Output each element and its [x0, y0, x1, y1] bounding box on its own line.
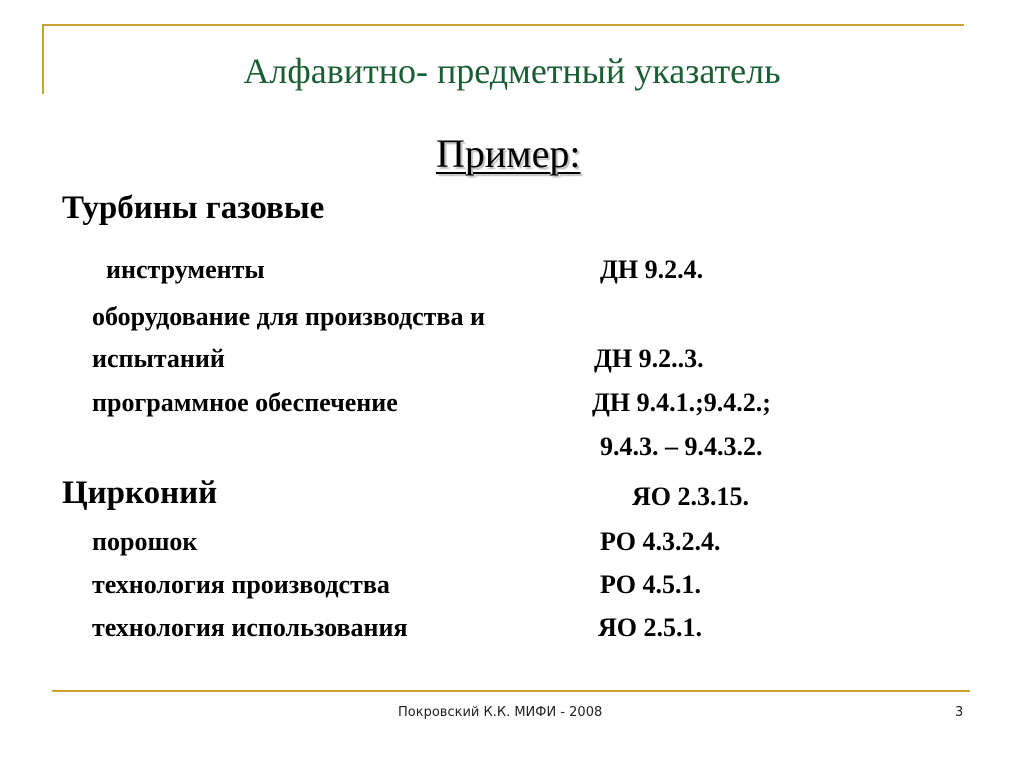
example-heading: Пример: — [436, 131, 581, 176]
subentry-label: порошок — [92, 527, 198, 556]
index-term-turbines: Турбины газовые — [62, 190, 325, 226]
subentry-label: инструменты — [106, 255, 265, 284]
slide-title: Алфавитно- предметный указатель — [243, 51, 781, 91]
subentry-ref: ДН 9.4.1.;9.4.2.; — [592, 388, 771, 417]
subentry-label: технология использования — [92, 613, 408, 642]
subentry-label: программное обеспечение — [92, 388, 398, 417]
page-number: 3 — [955, 705, 964, 720]
subentry-ref: ДН 9.2..3. — [594, 344, 704, 373]
subentry-ref: ЯО 2.5.1. — [598, 613, 702, 642]
subentry-label: оборудование для производства и — [92, 302, 485, 331]
footer-author: Покровский К.К. МИФИ - 2008 — [398, 705, 603, 720]
index-term-zirconium: Цирконий — [62, 475, 218, 511]
subentry-label: испытаний — [92, 344, 225, 373]
subentry-ref: ДН 9.2.4. — [600, 255, 704, 284]
subentry-label: технология производства — [92, 570, 390, 599]
top-rule — [42, 24, 964, 26]
subentry-ref: РО 4.3.2.4. — [600, 527, 721, 556]
subentry-ref: 9.4.3. – 9.4.3.2. — [600, 432, 763, 461]
term-ref: ЯО 2.3.15. — [632, 482, 749, 511]
bottom-rule — [52, 690, 970, 692]
subentry-ref: РО 4.5.1. — [600, 570, 701, 599]
